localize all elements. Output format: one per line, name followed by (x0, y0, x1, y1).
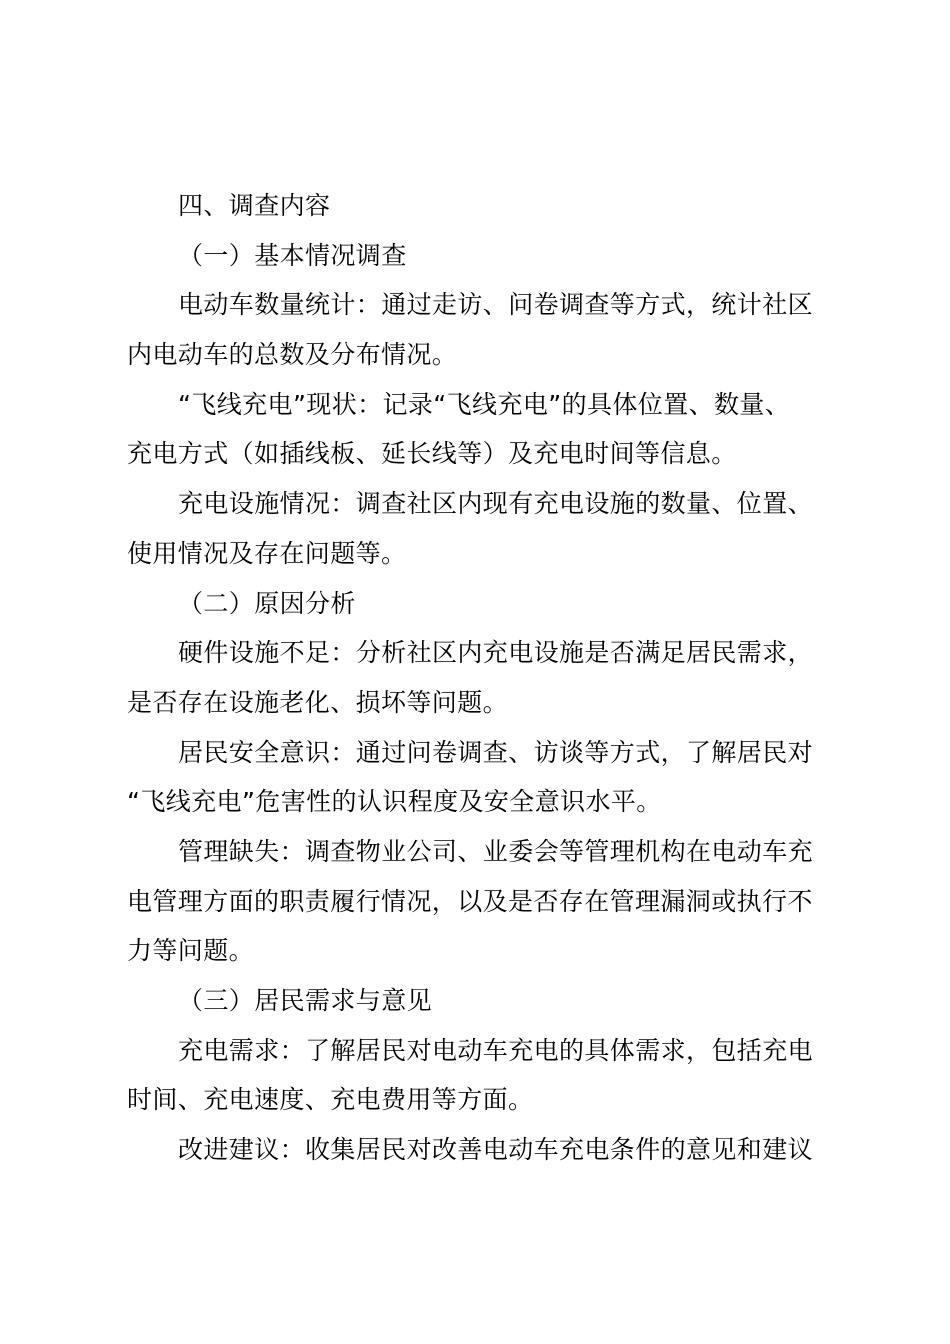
paragraph-line: 是否存在设施老化、损坏等问题。 (127, 687, 509, 717)
paragraph-line: 管理缺失：调查物业公司、业委会等管理机构在电动车充 (178, 836, 814, 866)
paragraph-line: 内电动车的总数及分布情况。 (127, 340, 458, 370)
paragraph-line: “飞线充电”现状：记录“飞线充电”的具体位置、数量、 (178, 389, 791, 419)
section-heading: 四、调查内容 (178, 191, 331, 220)
paragraph-line: 改进建议：收集居民对改善电动车充电条件的意见和建议 (178, 1135, 814, 1165)
paragraph-line: 力等问题。 (127, 936, 255, 966)
paragraph-line: 充电方式（如插线板、延长线等）及充电时间等信息。 (127, 439, 737, 469)
paragraph-line: 硬件设施不足：分析社区内充电设施是否满足居民需求， (178, 638, 814, 668)
subsection-heading: （二）原因分析 (178, 588, 356, 618)
paragraph-line: 时间、充电速度、充电费用等方面。 (127, 1085, 534, 1115)
document-body (127, 181, 837, 1175)
paragraph-line: 充电设施情况：调查社区内现有充电设施的数量、位置、 (178, 489, 814, 519)
paragraph-line: 电动车数量统计：通过走访、问卷调查等方式，统计社区 (178, 290, 814, 320)
paragraph-line: “飞线充电”危害性的认识程度及安全意识水平。 (127, 787, 662, 817)
paragraph-line: 充电需求：了解居民对电动车充电的具体需求，包括充电 (178, 1035, 814, 1065)
paragraph-line: 使用情况及存在问题等。 (127, 538, 407, 568)
paragraph-line: 电管理方面的职责履行情况，以及是否存在管理漏洞或执行不 (127, 886, 813, 916)
subsection-heading: （一）基本情况调查 (178, 240, 407, 270)
subsection-heading: （三）居民需求与意见 (178, 986, 433, 1015)
paragraph-line: 居民安全意识：通过问卷调查、访谈等方式，了解居民对 (178, 737, 814, 767)
